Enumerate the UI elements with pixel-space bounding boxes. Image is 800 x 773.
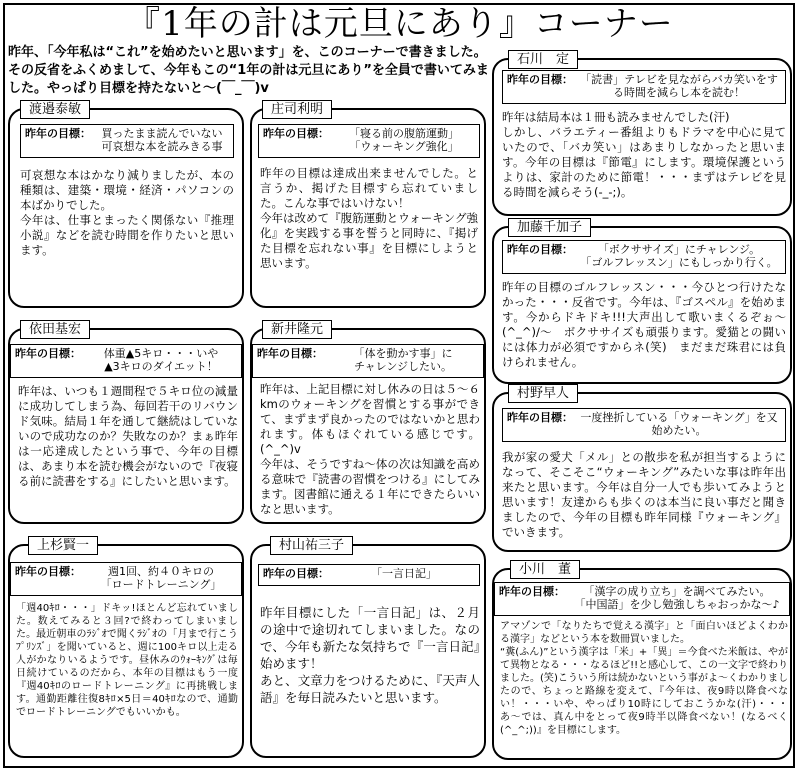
entry-body: アマゾンで「なりたちで覚える漢字」と「面白いほどよくわかる漢字」などという本を数冊買いました。 “糞(ふん)”という漢字は「米」+「異」＝今食べた米飯は、やがて異物となる・・・なるほど!!と感心して、この一文字で終わりました。(笑)こういう所は続かないという事がよ〜くわかりましたので、ちょっと路線を変えて、『今年は、夜9時以降食べない！・・・いや、やっぱり10時にしておこうかな(汗)・・・あ〜では、真ん中をとって夜9時半以降食べない！(なるべく(^_^;))』を目標にします。 [500,621,788,736]
entry-card-uesugi [8,544,244,758]
entry-body: 昨年の目標のゴルフレッスン・・・今ひとつ行けたなかった・・・反省です。今年は、『ゴスペル』を始めます。今からドキドキ!!!大声出して歌いまくるぞぉ〜(^_^)/〜 ボクササイズも頑張ります。愛猫との闘いには体力が必須ですからネ(笑) まだまだ珠君には負けられません。 [502,280,786,369]
page-title: 『1年の計は元旦にあり』コーナー [126,4,674,44]
entry-name: 依田基宏 [20,320,90,339]
entry-body: 昨年は、いつも１週間程で５キロ位の減量に成功してしまう為、毎回若干のリバウンド気味。結局１年を通して継続はしていないので成功なのか？失敗なのか？まぁ昨年は一応達成したという事で、今年の目標は、あまり本を読む機会がないので『夜寝る前に読書をする』にしたいと思います。 [18,384,238,488]
goal-label: 昨年の目標： [263,567,329,580]
goal-label: 昨年の目標： [507,411,573,424]
goal-label: 昨年の目標： [263,127,329,140]
goal-label: 昨年の目標： [257,347,323,360]
entry-body: 我が家の愛犬「メル」との散歩を私が担当するようになって、そこそこ“ウォーキング”みたいな事は昨年出来たと思います。今年は自分一人でも歩いてみようと思います！友達からも歩くのは本当に良い事だと聞きましたので、今年の目標も昨年同様『ウォーキング』でいきます。 [502,450,786,539]
entry-body: 昨年は結局本は１冊も読みませんでした(汗) しかし、バラエティー番組よりもドラマを中心に見ていたので、「バカ笑い」はあまりしなかったと思います。今年の目標は『節電』にします。環境保護というよりは、家計のために節電！・・・まずはテレビを見る時間を減らそう(-_-;)。 [502,110,786,199]
goal-label: 昨年の目標： [507,73,573,86]
goal-box [494,582,790,616]
entry-name: 村山祐三子 [270,536,353,555]
entry-body: 可哀想な本はかなり減りましたが、本の種類は、建築・環境・経済・パソコンの本ばかりでした。 今年は、仕事とまったく関係ない『推理小説』などを読む時間を作りたいと思います。 [20,168,234,257]
entry-name: 加藤千加子 [508,218,591,237]
goal-text: 「寝る前の腹筋運動」 「ウォーキング強化」 [349,127,459,153]
entry-card-yoda [8,328,244,524]
entry-name: 新井隆元 [262,320,332,339]
goal-label: 昨年の目標： [507,243,573,256]
entry-card-ogawa [492,568,792,760]
entry-card-arai [250,328,486,524]
entry-name: 村野早人 [508,384,578,403]
entry-name: 上杉賢一 [28,536,98,555]
entry-card-kato [492,226,792,384]
goal-text: 「漢字の成り立ち」を調べてみたい。 「中国語」を少し勉強しちゃおっかな〜♪ [574,585,780,611]
goal-box [258,564,480,586]
goal-box [252,344,484,378]
entry-card-murayama [250,544,486,758]
entry-name: 渡邉泰敏 [20,100,90,119]
entry-body: 昨年は、上記目標に対し休みの日は５〜６kmのウォーキングを習慣とする事ができて、まずまず良かったのではないかと思われます。体もほぐれている感じです。(^_^)v 今年は、そうですね〜体の次は知識を高める意味で『読書の習慣をつける』にしてみます。図書館に通える１年にできたらいいなと思います。 [260,382,480,516]
entry-card-murano [492,392,792,552]
entry-name: 庄司利明 [262,100,332,119]
entry-card-ishikawa [492,58,792,216]
goal-text: 「一言日記」 [371,567,437,580]
entry-body: 昨年目標にした「一言日記」は、２月の途中で途切れてしまいました。なので、今年も新たな気持ちで『一言日記』始めます！ あと、文章力をつけるために、『天声人語』を毎日読みたいと思います。 [260,605,480,705]
goal-label: 昨年の目標： [15,347,81,360]
goal-box [20,124,234,158]
entry-name: 小川 董 [510,560,580,579]
goal-box [258,124,480,158]
entry-card-shoji [250,108,486,308]
intro-text: 昨年、「今年私は“これ”を始めたいと思います」を、このコーナーで書きました。その反省をふくめまして、今年もこの“1年の計は元旦にあり”を全員で書いてみました。やっぱり目標を持たないと〜(￣_￣)v [8,45,489,96]
goal-text: 「読書」テレビを見ながらバカ笑いをする時間を減らし本を読む！ [580,73,778,99]
goal-label: 昨年の目標： [15,565,81,578]
entry-card-watanabe [8,108,244,308]
entry-body: 「週40ｷﾛ・・・」ドキッ!ほとんど忘れていました。数えてみると３回?で終わってしまいました。最近朝車のﾗｼﾞｵで聞くﾗｼﾞｵの「月まで行こうﾌﾟﾘﾝｽﾞ」を聞いていると、週に100キロ以上走る人がかなりいるようです。昼休みのｳｫｰｷﾝｸﾞは毎日続けているのだから、本年の目標はもう一度『週40ｷﾛのロードトレーニング』に再挑戦します。通勤距離往復8ｷﾛ×5日＝40ｷﾛなので、通勤でロードトレーニングでもいいかも。 [16,603,238,718]
goal-label: 昨年の目標： [25,127,91,140]
goal-box [502,408,786,442]
goal-text: 一度挫折している「ウォーキング」を又始めたい。 [580,411,778,437]
goal-text: 買ったまま読んでいない 可哀想な本を読みきる事 [101,127,223,153]
goal-text: 週1回、約４０キロの 「ロードトレーニング」 [100,565,222,591]
goal-label: 昨年の目標： [499,585,565,598]
goal-box [10,562,242,596]
goal-text: 「ボクササイズ」にチャレンジ。 「ゴルフレッスン」にもしっかり行く。 [580,243,778,269]
goal-text: 体重▲5キロ・・・いや ▲3キロのダイエット！ [103,347,219,373]
goal-box [502,240,786,274]
goal-text: 「体を動かす事」に チャレンジしたい。 [353,347,453,373]
entry-name: 石川 定 [508,50,578,69]
goal-box [502,70,786,104]
goal-box [10,344,242,378]
entry-body: 昨年の目標は達成出来ませんでした。と言うか、掲げた目標すら忘れていました。こんな事ではいけない！ 今年は改めて『腹筋運動とウォーキング強化』を実践する事を誓うと同時に、『掲げた目標を忘れない事』を目標にしようと思います。 [260,166,478,270]
